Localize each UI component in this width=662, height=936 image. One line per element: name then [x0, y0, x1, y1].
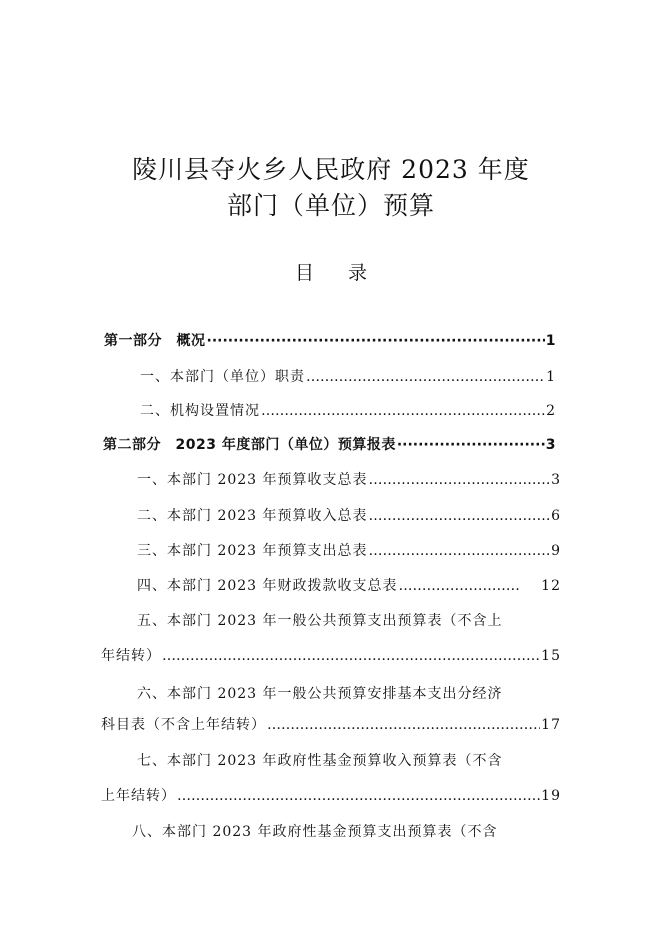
toc-entry-page: 12 [541, 578, 561, 594]
toc-entry[interactable] [137, 540, 561, 560]
toc-leader [369, 508, 551, 524]
toc-leader [399, 578, 522, 594]
toc-part1-label: 第一部分 概况 [104, 333, 206, 349]
toc-part2-label: 第二部分 2023 年度部门（单位）预算报表 [103, 437, 396, 453]
toc-entry-label: 一、本部门（单位）职责 [140, 369, 305, 385]
toc-entry-page: 1 [546, 369, 556, 385]
toc-entry-page: 6 [551, 508, 561, 524]
toc-entry[interactable] [140, 366, 556, 386]
toc-entry[interactable] [140, 400, 556, 420]
toc-entry-label: 二、本部门 2023 年预算收入总表 [137, 508, 368, 524]
toc-entry-label: 三、本部门 2023 年预算支出总表 [137, 543, 368, 559]
document-title-line2: 部门（单位）预算 [226, 191, 435, 220]
toc-entry[interactable] [137, 575, 561, 595]
toc-entry-label: 上年结转） [101, 788, 176, 804]
toc-leader [177, 788, 540, 804]
toc-heading-char-1: 目 [294, 262, 314, 284]
toc-entry-line1[interactable]: 八、本部门 2023 年政府性基金预算支出预算表（不含 [132, 824, 498, 840]
toc-entry-page: 17 [541, 717, 561, 733]
toc-entry[interactable] [101, 785, 561, 805]
toc-entry[interactable] [137, 505, 561, 525]
toc-entry-label: 一、本部门 2023 年预算收支总表 [137, 472, 368, 488]
toc-entry-label: 年结转） [101, 648, 161, 664]
toc-part1[interactable] [104, 330, 556, 350]
toc-heading-char-2: 录 [348, 262, 368, 284]
toc-entry-line1[interactable]: 六、本部门 2023 年一般公共预算安排基本支出分经济 [137, 686, 503, 702]
toc-entry-label: 四、本部门 2023 年财政拨款收支总表 [137, 578, 398, 594]
toc-entry-page: 9 [551, 543, 561, 559]
toc-part1-page: 1 [545, 333, 556, 349]
toc-entry-page: 15 [541, 648, 561, 664]
toc-entry-label: 二、机构设置情况 [140, 403, 260, 419]
toc-part2[interactable] [103, 434, 556, 454]
document-title-line1: 陵川县夺火乡人民政府 2023 年度 [132, 155, 530, 184]
toc-entry[interactable] [101, 714, 561, 734]
toc-entry-page: 19 [541, 788, 561, 804]
toc-leader [369, 472, 551, 488]
toc-heading [0, 258, 662, 285]
toc-leader [397, 437, 545, 453]
toc-leader [267, 717, 540, 733]
toc-entry[interactable] [137, 469, 561, 489]
toc-entry-label: 科目表（不含上年结转） [101, 717, 266, 733]
toc-leader [261, 403, 545, 419]
toc-entry[interactable] [101, 645, 561, 665]
toc-entry-line1[interactable]: 五、本部门 2023 年一般公共预算支出预算表（不含上 [137, 613, 503, 629]
toc-entry-line1[interactable]: 七、本部门 2023 年政府性基金预算收入预算表（不含 [137, 753, 503, 769]
toc-leader [306, 369, 545, 385]
toc-entry-page: 3 [551, 472, 561, 488]
toc-entry-page: 2 [546, 403, 556, 419]
toc-leader [207, 333, 545, 349]
toc-leader [162, 648, 540, 664]
toc-leader [369, 543, 551, 559]
toc-part2-page: 3 [545, 437, 556, 453]
